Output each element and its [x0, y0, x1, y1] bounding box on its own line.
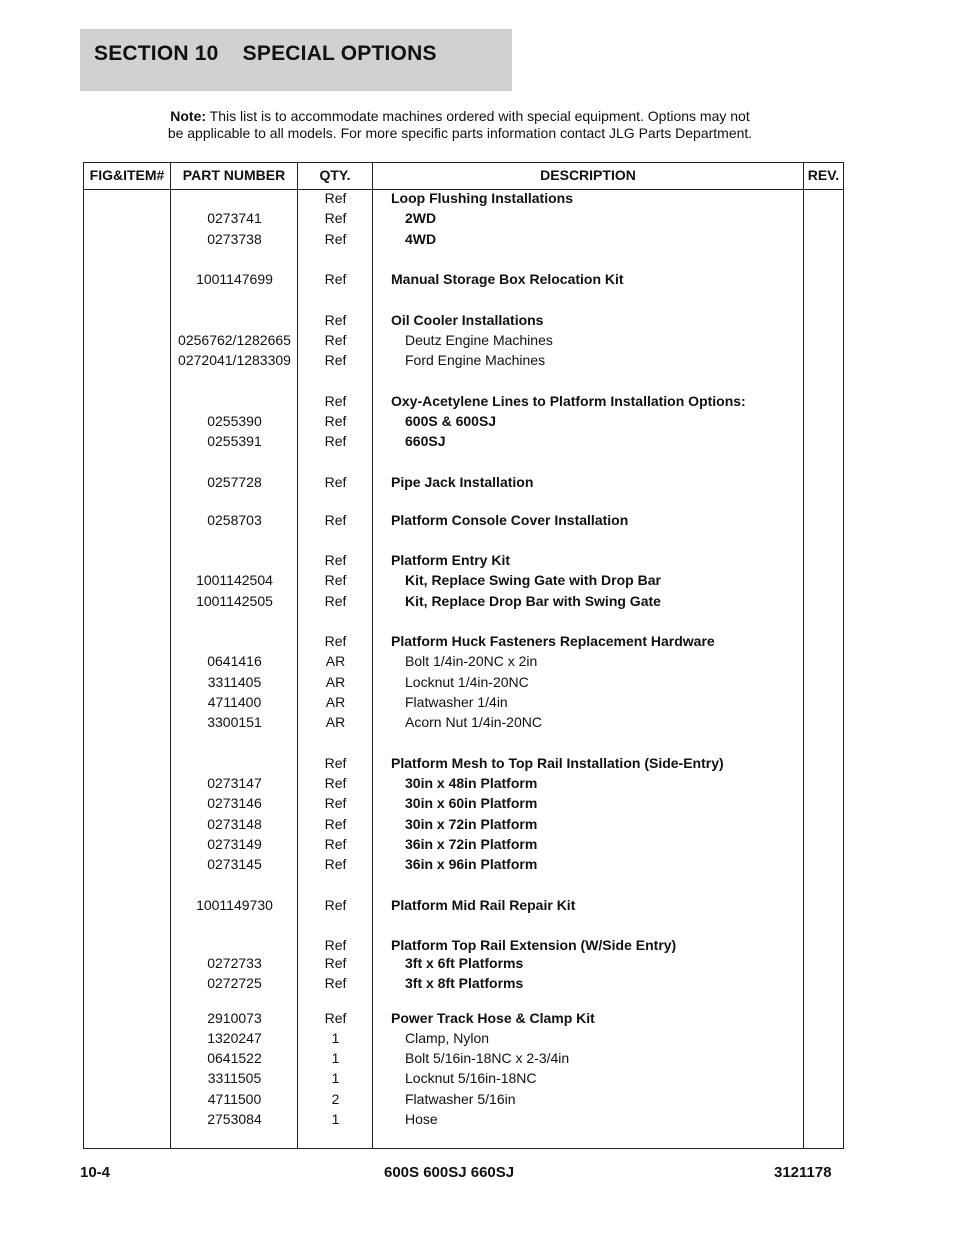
- description-cell: 4WD: [405, 231, 437, 247]
- part-number-cell: 0273148: [207, 816, 262, 832]
- qty-cell: Ref: [324, 393, 347, 409]
- qty-cell: Ref: [324, 955, 347, 971]
- table-row: [84, 269, 843, 289]
- part-number-cell: 0256762/1282665: [178, 332, 291, 348]
- description-cell: Kit, Replace Drop Bar with Swing Gate: [405, 593, 661, 609]
- table-row: [84, 895, 843, 915]
- qty-cell: Ref: [324, 312, 347, 328]
- qty-cell: Ref: [324, 352, 347, 368]
- part-number-cell: 0258703: [207, 512, 262, 528]
- part-number-cell: 0273149: [207, 836, 262, 852]
- part-number-cell: 0272041/1283309: [178, 352, 291, 368]
- part-number-cell: 1320247: [207, 1030, 262, 1046]
- part-number-cell: 0641522: [207, 1050, 262, 1066]
- table-row: [84, 672, 843, 692]
- qty-cell: Ref: [324, 413, 347, 429]
- description-cell: Platform Entry Kit: [391, 552, 511, 568]
- qty-cell: Ref: [324, 975, 347, 991]
- section-title: SECTION 10 SPECIAL OPTIONS: [94, 42, 437, 65]
- description-cell: Platform Huck Fasteners Replacement Hardware: [391, 633, 715, 649]
- description-cell: Platform Mesh to Top Rail Installation (Side-Entry): [391, 755, 724, 771]
- part-number-cell: 1001149730: [196, 897, 273, 913]
- part-number-cell: 0273738: [207, 231, 262, 247]
- part-number-cell: 0641416: [207, 653, 262, 669]
- description-cell: 3ft x 6ft Platforms: [405, 955, 524, 971]
- part-number-cell: 0255390: [207, 413, 262, 429]
- part-number-cell: 0273145: [207, 856, 262, 872]
- qty-cell: Ref: [324, 816, 347, 832]
- table-row: [84, 188, 843, 208]
- table-row: [84, 973, 843, 993]
- description-cell: Oxy-Acetylene Lines to Platform Installation Options:: [391, 393, 746, 409]
- table-row: [84, 935, 843, 955]
- part-number-cell: 1001142504: [196, 572, 273, 588]
- description-cell: 2WD: [405, 210, 437, 226]
- table-row: [84, 1008, 843, 1028]
- qty-cell: 1: [331, 1070, 340, 1086]
- header-rev: REV.: [807, 167, 840, 183]
- part-number-cell: 0273741: [207, 210, 262, 226]
- qty-cell: 1: [331, 1111, 340, 1127]
- description-cell: Flatwasher 1/4in: [405, 694, 508, 710]
- note-label: Note:: [170, 108, 207, 124]
- table-row: [84, 753, 843, 773]
- description-cell: Locknut 1/4in-20NC: [405, 674, 529, 690]
- qty-cell: Ref: [324, 755, 347, 771]
- table-row: [84, 793, 843, 813]
- qty-cell: 1: [331, 1050, 340, 1066]
- part-number-cell: 0273147: [207, 775, 262, 791]
- qty-cell: Ref: [324, 572, 347, 588]
- description-cell: Acorn Nut 1/4in-20NC: [405, 714, 542, 730]
- description-cell: 30in x 60in Platform: [405, 795, 538, 811]
- table-row: [84, 550, 843, 570]
- table-row: [84, 350, 843, 370]
- description-cell: Platform Mid Rail Repair Kit: [391, 897, 576, 913]
- table-row: [84, 814, 843, 834]
- description-cell: 30in x 72in Platform: [405, 816, 538, 832]
- table-row: [84, 854, 843, 874]
- description-cell: Loop Flushing Installations: [391, 190, 573, 206]
- qty-cell: 2: [331, 1091, 340, 1107]
- header-description: DESCRIPTION: [540, 167, 636, 183]
- part-number-cell: 0272733: [207, 955, 262, 971]
- description-cell: Power Track Hose & Clamp Kit: [391, 1010, 595, 1026]
- qty-cell: Ref: [324, 795, 347, 811]
- qty-cell: Ref: [324, 210, 347, 226]
- table-row: [84, 631, 843, 651]
- table-row: [84, 1048, 843, 1068]
- part-number-cell: 2753084: [207, 1111, 262, 1127]
- table-row: [84, 1109, 843, 1129]
- qty-cell: Ref: [324, 433, 347, 449]
- table-row: [84, 431, 843, 451]
- part-number-cell: 0272725: [207, 975, 262, 991]
- qty-cell: Ref: [324, 775, 347, 791]
- description-cell: Bolt 1/4in-20NC x 2in: [405, 653, 538, 669]
- description-cell: Platform Top Rail Extension (W/Side Entry): [391, 937, 677, 953]
- qty-cell: Ref: [324, 271, 347, 287]
- description-cell: Deutz Engine Machines: [405, 332, 553, 348]
- description-cell: Oil Cooler Installations: [391, 312, 544, 328]
- part-number-cell: 3300151: [207, 714, 262, 730]
- qty-cell: Ref: [324, 897, 347, 913]
- table-row: [84, 1068, 843, 1088]
- description-cell: Locknut 5/16in-18NC: [405, 1070, 537, 1086]
- qty-cell: Ref: [324, 836, 347, 852]
- part-number-cell: 4711400: [207, 694, 262, 710]
- table-row: [84, 391, 843, 411]
- qty-cell: Ref: [324, 332, 347, 348]
- header-part-number: PART NUMBER: [182, 167, 286, 183]
- description-cell: Hose: [405, 1111, 438, 1127]
- page-number: 10-4: [80, 1164, 111, 1181]
- parts-table: [83, 162, 844, 1149]
- qty-cell: AR: [325, 694, 346, 710]
- table-row: [84, 330, 843, 350]
- description-cell: Clamp, Nylon: [405, 1030, 490, 1046]
- table-row: [84, 591, 843, 611]
- description-cell: 36in x 72in Platform: [405, 836, 538, 852]
- table-row: [84, 773, 843, 793]
- part-number-cell: 0255391: [207, 433, 262, 449]
- description-cell: Kit, Replace Swing Gate with Drop Bar: [405, 572, 661, 588]
- description-cell: 600S & 600SJ: [405, 413, 497, 429]
- part-number-cell: 3311505: [207, 1070, 262, 1086]
- table-row: [84, 208, 843, 228]
- qty-cell: Ref: [324, 512, 347, 528]
- qty-cell: Ref: [324, 937, 347, 953]
- part-number-cell: 3311405: [207, 674, 262, 690]
- qty-cell: Ref: [324, 633, 347, 649]
- description-cell: Pipe Jack Installation: [391, 474, 534, 490]
- header-qty: QTY.: [319, 167, 351, 183]
- part-number-cell: 2910073: [207, 1010, 262, 1026]
- qty-cell: Ref: [324, 856, 347, 872]
- part-number-cell: 1001147699: [196, 271, 273, 287]
- description-cell: 3ft x 8ft Platforms: [405, 975, 524, 991]
- part-number-cell: 1001142505: [196, 593, 273, 609]
- part-number-cell: 0257728: [207, 474, 262, 490]
- qty-cell: AR: [325, 714, 346, 730]
- qty-cell: AR: [325, 674, 346, 690]
- document-number: 3121178: [774, 1164, 832, 1181]
- description-cell: 36in x 96in Platform: [405, 856, 538, 872]
- description-cell: 660SJ: [405, 433, 446, 449]
- description-cell: Ford Engine Machines: [405, 352, 546, 368]
- table-row: [84, 570, 843, 590]
- note-line-1: This list is to accommodate machines ordered with special equipment. Options may not: [206, 108, 750, 124]
- part-number-cell: 0273146: [207, 795, 262, 811]
- part-number-cell: 4711500: [207, 1091, 262, 1107]
- header-fig-item: FIG&ITEM#: [89, 167, 165, 183]
- description-cell: Bolt 5/16in-18NC x 2-3/4in: [405, 1050, 570, 1066]
- table-row: [84, 712, 843, 732]
- table-row: [84, 692, 843, 712]
- table-row: [84, 651, 843, 671]
- table-row: [84, 834, 843, 854]
- table-row: [84, 229, 843, 249]
- table-row: [84, 510, 843, 530]
- note-line-2: be applicable to all models. For more specific parts information contact JLG Parts Department.: [167, 125, 753, 141]
- qty-cell: Ref: [324, 552, 347, 568]
- table-row: [84, 953, 843, 973]
- table-row: [84, 1028, 843, 1048]
- note-text: [80, 108, 840, 142]
- table-row: [84, 411, 843, 431]
- table-row: [84, 472, 843, 492]
- model-list: 600S 600SJ 660SJ: [384, 1164, 515, 1181]
- description-cell: Flatwasher 5/16in: [405, 1091, 516, 1107]
- description-cell: Platform Console Cover Installation: [391, 512, 629, 528]
- table-row: [84, 310, 843, 330]
- qty-cell: Ref: [324, 190, 347, 206]
- qty-cell: AR: [325, 653, 346, 669]
- qty-cell: Ref: [324, 474, 347, 490]
- qty-cell: Ref: [324, 593, 347, 609]
- description-cell: Manual Storage Box Relocation Kit: [391, 271, 624, 287]
- qty-cell: Ref: [324, 1010, 347, 1026]
- qty-cell: 1: [331, 1030, 340, 1046]
- description-cell: 30in x 48in Platform: [405, 775, 538, 791]
- table-row: [84, 1089, 843, 1109]
- qty-cell: Ref: [324, 231, 347, 247]
